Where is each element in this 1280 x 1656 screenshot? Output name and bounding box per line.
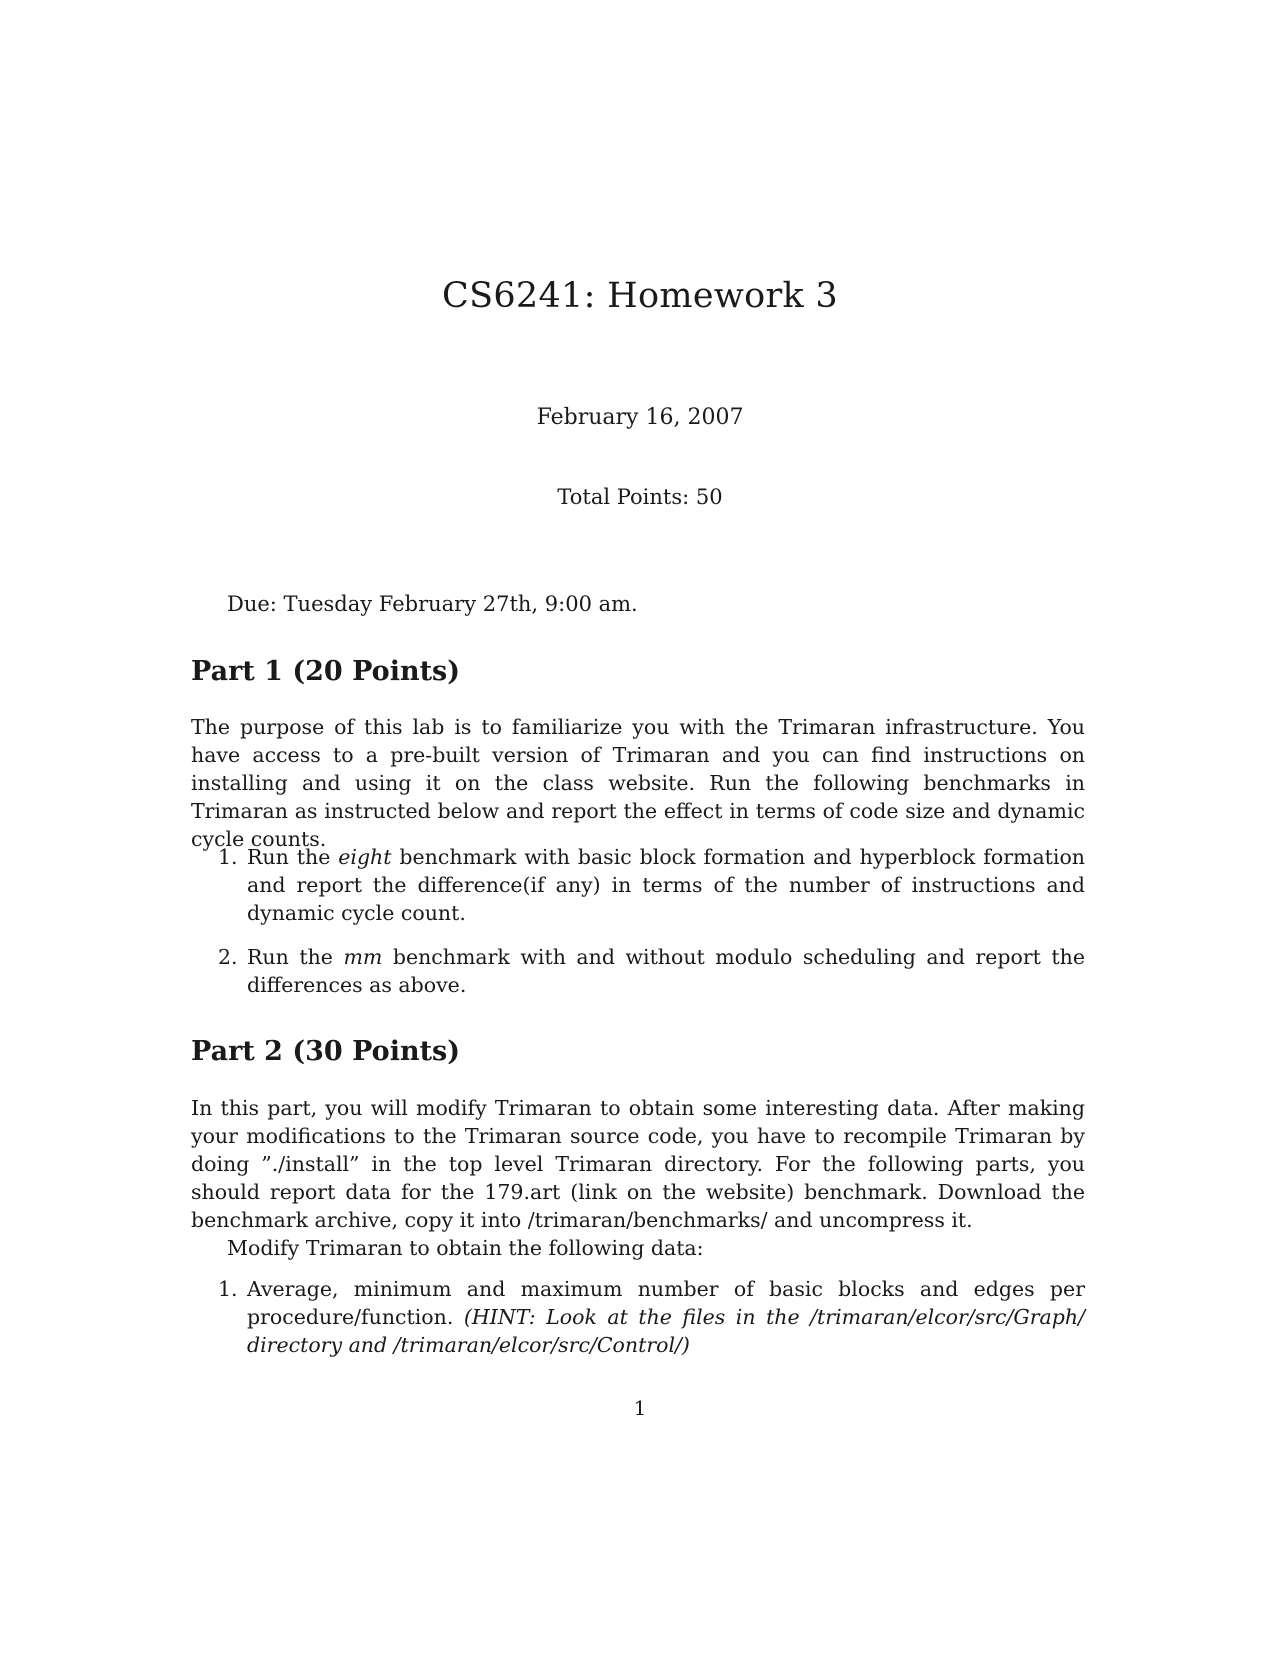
due-date: Due: Tuesday February 27th, 9:00 am.	[227, 592, 638, 616]
list-item	[191, 1275, 1085, 1359]
list-item	[191, 943, 1085, 999]
part2-instruction: Modify Trimaran to obtain the following data:	[227, 1236, 704, 1260]
part1-list	[191, 843, 1085, 999]
total-points: Total Points: 50	[557, 485, 723, 509]
list-item-number: 1.	[218, 845, 238, 869]
part2-heading: Part 2 (30 Points)	[191, 1036, 461, 1067]
list-item-text-pre: Run the	[247, 945, 344, 969]
list-item-text-post: benchmark with and without modulo scheduling and report the differences as above.	[247, 945, 1085, 997]
part2-body	[191, 1094, 1085, 1262]
list-item-text: Average, minimum and maximum number of basic blocks and edges per procedure/function.	[247, 1277, 1085, 1329]
list-item-text-pre: Run the	[247, 845, 339, 869]
part1-intro: The purpose of this lab is to familiarize you with the Trimaran infrastructure. You have access to a pre-built version of Trimaran and you can find instructions on installing and using it on the class website. Run the following benchmarks in Trimaran as instructed below and report the effect in terms of code size and dynamic cycle counts.	[191, 715, 1085, 851]
list-item-number: 2.	[218, 945, 238, 969]
hint-text: (HINT: Look at the files in the /trimaran/elcor/src/Graph/ directory and /trimaran/elcor/src/Control/)	[247, 1305, 1085, 1357]
document-date: February 16, 2007	[536, 405, 744, 430]
part1-heading: Part 1 (20 Points)	[191, 656, 461, 687]
list-item-text-post: benchmark with basic block formation and hyperblock formation and report the difference(if any) in terms of the number of instructions and dynamic cycle count.	[247, 845, 1085, 925]
part2-intro: In this part, you will modify Trimaran to obtain some interesting data. After making your modifications to the Trimaran source code, you have to recompile Trimaran by doing ”./install” in the top level Trimaran directory. For the following parts, you should report data for the 179.art (link on the website) benchmark. Download the benchmark archive, copy it into /trimaran/benchmarks/ and uncompress it.	[191, 1096, 1085, 1232]
part2-list	[191, 1275, 1085, 1359]
benchmark-name: eight	[338, 845, 392, 869]
document-title: CS6241: Homework 3	[441, 276, 838, 316]
page-number: 1	[633, 1396, 647, 1420]
benchmark-name: mm	[343, 945, 383, 969]
list-item-number: 1.	[218, 1277, 238, 1301]
list-item	[191, 843, 1085, 927]
